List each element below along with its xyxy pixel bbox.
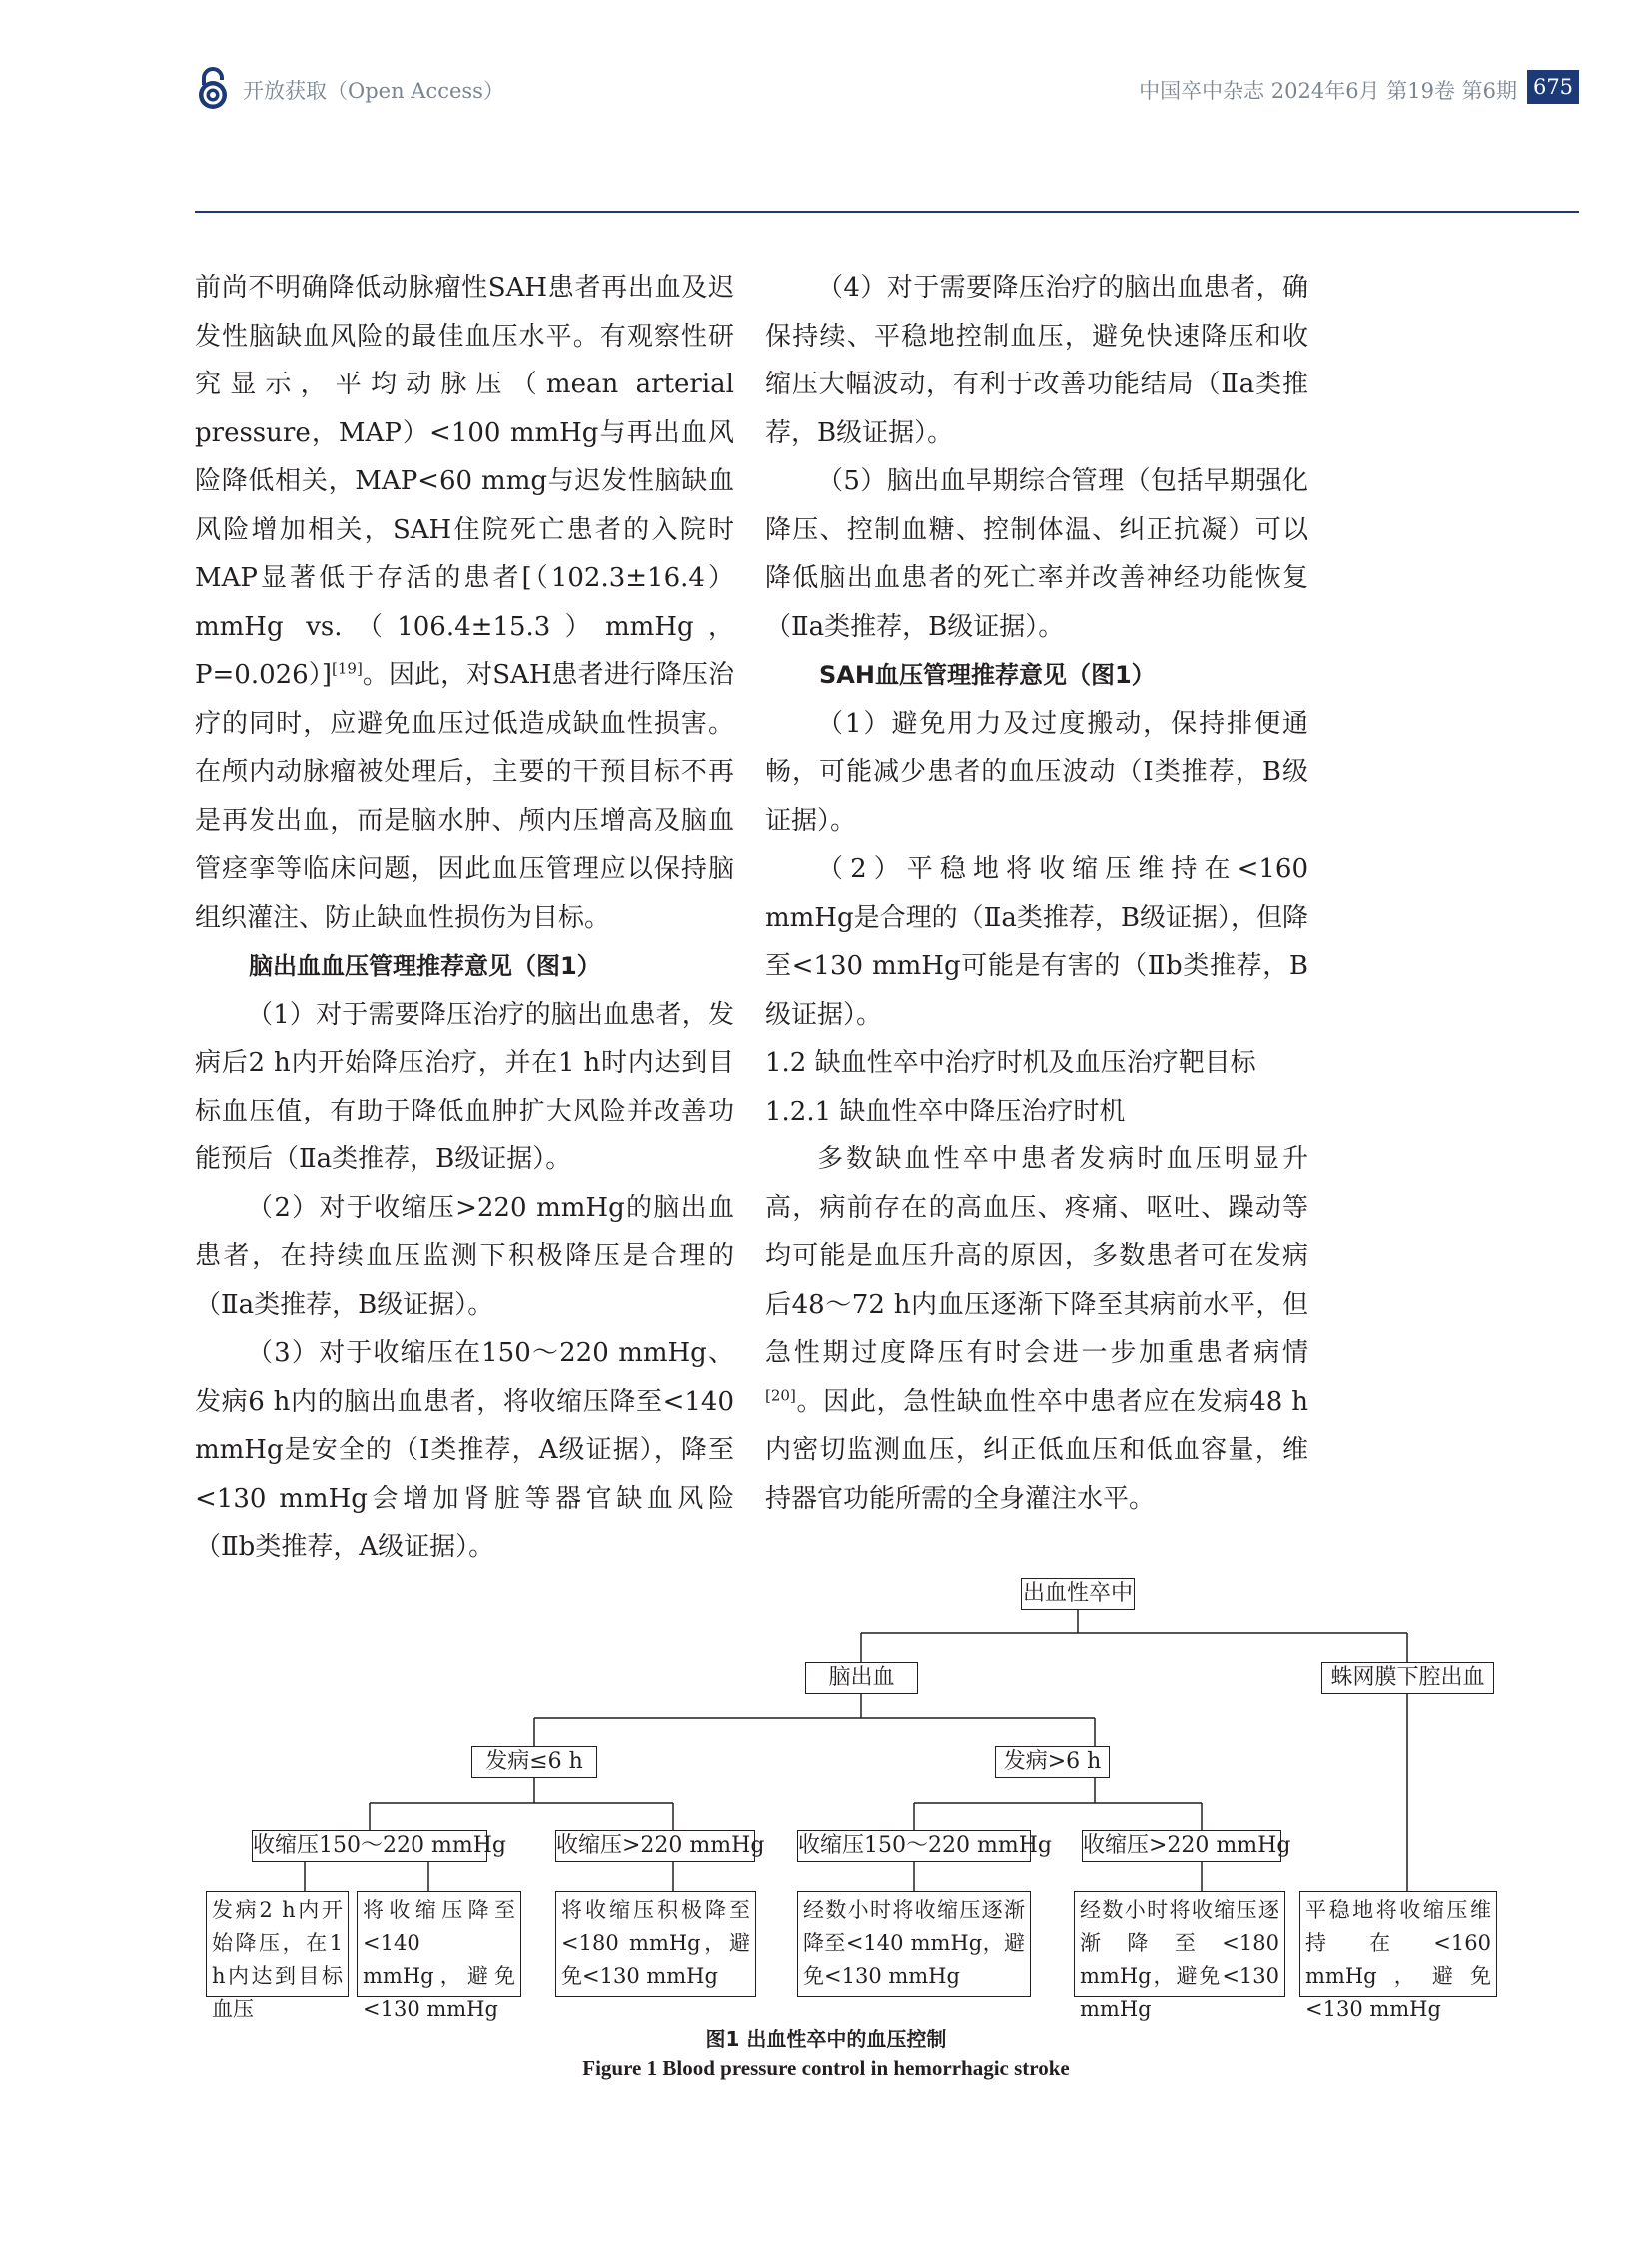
- open-access-lock-icon: [195, 66, 231, 110]
- leaf-maintain-below-160: 平稳地将收缩压维持在<160 mmHg，避免<130 mmHg: [1299, 1891, 1497, 1997]
- recommendation: （1）避免用力及过度搬动，保持排便通畅，可能减少患者的血压波动（Ⅰ类推荐，B级证据）。: [765, 708, 1308, 836]
- node-onset-gt-6h: 发病>6 h: [995, 1746, 1110, 1778]
- right-column: [765, 264, 1308, 1523]
- left-column: [195, 264, 734, 1572]
- subsection-title: 1.2.1 缺血性卒中降压治疗时机: [765, 1096, 1126, 1126]
- recommendation: （5）脑出血早期综合管理（包括早期强化降压、控制血糖、控制体温、纠正抗凝）可以降低脑出血患者的死亡率并改善神经功能恢复（Ⅱa类推荐，B级证据）。: [765, 466, 1308, 642]
- node-hemorrhagic-stroke: 出血性卒中: [1021, 1578, 1135, 1610]
- paragraph: 多数缺血性卒中患者发病时血压明显升高，病前存在的高血压、疼痛、呕吐、躁动等均可能是血压升高的原因，多数患者可在发病后48～72 h内血压逐渐下降至其病前水平，但急性期过度降压有时会进一步加重患者病情[20]。因此，急性缺血性卒中患者应在发病48 h内密切监测血压，纠正低血压和低血容量，维持器官功能所需的全身灌注水平。: [765, 1144, 1308, 1514]
- leaf-gradual-below-180: 经数小时将收缩压逐渐降至<180 mmHg，避免<130 mmHg: [1074, 1891, 1285, 1997]
- recommendation: （4）对于需要降压治疗的脑出血患者，确保持续、平稳地控制血压，避免快速降压和收缩压大幅波动，有利于改善功能结局（Ⅱa类推荐，B级证据）。: [765, 273, 1308, 448]
- section-heading-ich: 脑出血血压管理推荐意见（图1）: [249, 952, 601, 980]
- node-ich: 脑出血: [805, 1662, 918, 1694]
- node-sbp-gt-220-early: 收缩压>220 mmHg: [555, 1830, 755, 1862]
- figure-caption-english: Figure 1 Blood pressure control in hemorrhagic stroke: [582, 2056, 1070, 2080]
- page-number: 675: [1527, 70, 1579, 104]
- page-header: [195, 66, 1579, 110]
- recommendation: （2）对于收缩压>220 mmHg的脑出血患者，在持续血压监测下积极降压是合理的（Ⅱa类推荐，B级证据）。: [195, 1192, 734, 1320]
- recommendation: （1）对于需要降压治疗的脑出血患者，发病后2 h内开始降压治疗，并在1 h时内达到目标血压值，有助于降低血肿扩大风险并改善功能预后（Ⅱa类推荐，B级证据）。: [195, 999, 734, 1174]
- section-heading-sah: SAH血压管理推荐意见（图1）: [819, 661, 1156, 689]
- node-onset-le-6h: 发病≤6 h: [471, 1746, 597, 1778]
- node-sbp-150-220-early: 收缩压150～220 mmHg: [252, 1830, 487, 1862]
- node-sbp-150-220-late: 收缩压150～220 mmHg: [797, 1830, 1031, 1862]
- recommendation: （2）平稳地将收缩压维持在<160 mmHg是合理的（Ⅱa类推荐，B级证据），但降至<130 mmHg可能是有害的（Ⅱb类推荐，B级证据）。: [765, 854, 1308, 1030]
- paragraph: 前尚不明确降低动脉瘤性SAH患者再出血及迟发性脑缺血风险的最佳血压水平。有观察性研究显示，平均动脉压（mean arterial pressure，MAP）<100 mmHg与再出血风险降低相关，MAP<60 mmg与迟发性脑缺血风险增加相关，SAH住院死亡患者的入院时MAP显著低于存活的患者[（102.3±16.4）mmHg vs.（106.4±15.3）mmHg，P=0.026）][19]。因此，对SAH患者进行降压治疗的同时，应避免血压过低造成缺血性损害。在颅内动脉瘤被处理后，主要的干预目标不再是再发出血，而是脑水肿、颅内压增高及脑血管痉挛等临床问题，因此血压管理应以保持脑组织灌注、防止缺血性损伤为目标。: [195, 273, 734, 933]
- open-access-label: 开放获取（Open Access）: [243, 79, 504, 103]
- recommendation: （3）对于收缩压在150～220 mmHg、发病6 h内的脑出血患者，将收缩压降至<140 mmHg是安全的（Ⅰ类推荐，A级证据），降至<130 mmHg会增加肾脏等器官缺血风险（Ⅱb类推荐，A级证据）。: [195, 1338, 734, 1562]
- leaf-gradual-below-140: 经数小时将收缩压逐渐降至<140 mmHg，避免<130 mmHg: [797, 1891, 1031, 1997]
- leaf-early-treatment: 发病2 h内开始降压，在1 h内达到目标血压: [206, 1891, 349, 1997]
- leaf-lower-below-140: 将收缩压降至<140 mmHg，避免<130 mmHg: [357, 1891, 521, 1997]
- node-sah: 蛛网膜下腔出血: [1321, 1662, 1494, 1694]
- node-sbp-gt-220-late: 收缩压>220 mmHg: [1082, 1830, 1281, 1862]
- section-title: 1.2 缺血性卒中治疗时机及血压治疗靶目标: [765, 1048, 1256, 1078]
- header-divider: [195, 211, 1579, 213]
- citation-ref: [19]: [332, 659, 363, 678]
- figure-caption-chinese: 图1 出血性卒中的血压控制: [705, 2027, 947, 2051]
- citation-ref: [20]: [765, 1385, 796, 1404]
- leaf-aggressive-below-180: 将收缩压积极降至<180 mmHg，避免<130 mmHg: [555, 1891, 756, 1997]
- journal-info: 中国卒中杂志 2024年6月 第19卷 第6期: [1139, 79, 1517, 103]
